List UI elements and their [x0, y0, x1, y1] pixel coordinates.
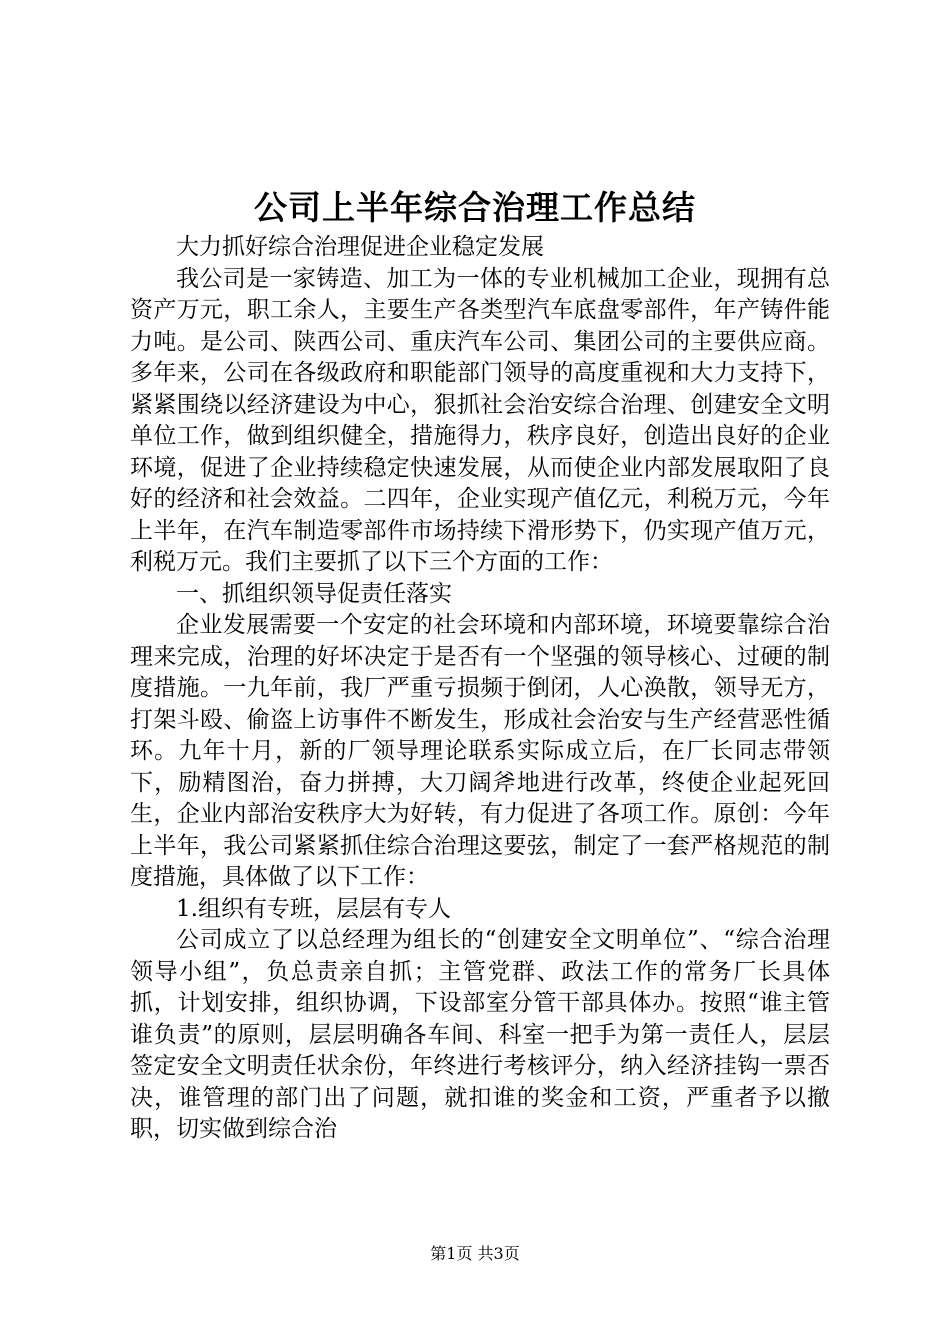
- subsection-1-paragraph: 公司成立了以总经理为组长的“创建安全文明单位”、“综合治理领导小组”，负总责亲自抓；主管党群、政法工作的常务厂长具体抓，计划安排，组织协调，下设部室分管干部具体办。按照“谁主管谁负责”的原则，层层明确各车间、科室一把手为第一责任人，层层签定安全文明责任状余份，年终进行考核评分，纳入经济挂钩一票否决，谁管理的部门出了问题，就扣谁的奖金和工资，严重者予以撤职，切实做到综合治: [130, 927, 830, 1142]
- section-heading-1: 一、抓组织领导促责任落实: [176, 580, 452, 607]
- page-footer: 第1页 共3页: [430, 1244, 520, 1263]
- section-1-paragraph: 企业发展需要一个安定的社会环境和内部环境，环境要靠综合治理来完成，治理的好坏决定于是否有一个坚强的领导核心、过硬的制度措施。一九年前，我厂严重亏损频于倒闭，人心涣散，领导无方，打架斗殴、偷盗上访事件不断发生，形成社会治安与生产经营恶性循环。九年十月，新的厂领导理论联系实际成立后，在厂长同志带领下，励精图治，奋力拼搏，大刀阔斧地进行改革，终使企业起死回生，企业内部治安秩序大为好转，有力促进了各项工作。原创：今年上半年，我公司紧紧抓住综合治理这要弦，制定了一套严格规范的制度措施，具体做了以下工作：: [130, 612, 830, 890]
- document-title: 公司上半年综合治理工作总结: [254, 188, 696, 227]
- subtitle-paragraph: 大力抓好综合治理促进企业稳定发展: [176, 234, 544, 260]
- document-body: [130, 232, 830, 1146]
- intro-paragraph: 我公司是一家铸造、加工为一体的专业机械加工企业，现拥有总资产万元，职工余人，主要生产各类型汽车底盘零部件，年产铸件能力吨。是公司、陕西公司、重庆汽车公司、集团公司的主要供应商。多年来，公司在各级政府和职能部门领导的高度重视和大力支持下，紧紧围绕以经济建设为中心，狠抓社会治安综合治理、创建安全文明单位工作，做到组织健全，措施得力，秩序良好，创造出良好的企业环境，促进了企业持续稳定快速发展，从而使企业内部发展取阳了良好的经济和社会效益。二四年，企业实现产值亿元，利税万元，今年上半年，在汽车制造零部件市场持续下滑形势下，仍实现产值万元，利税万元。我们主要抓了以下三个方面的工作：: [130, 265, 830, 575]
- subsection-heading-1: 1.组织有专班，层层有专人: [176, 895, 451, 922]
